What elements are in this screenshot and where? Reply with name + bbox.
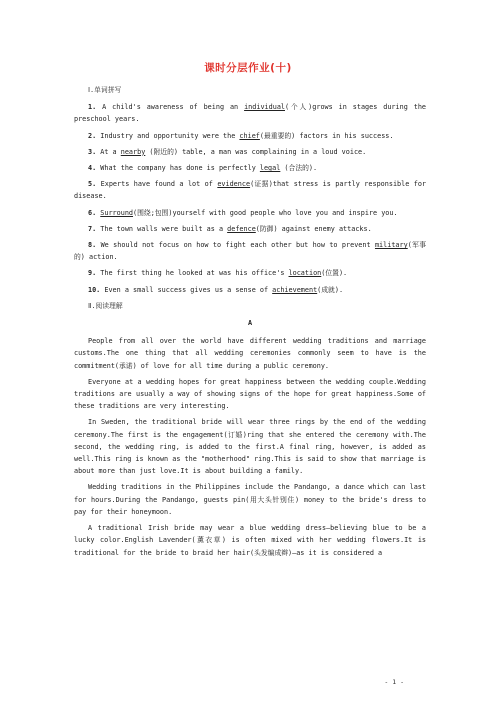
passage-paragraph: Everyone at a wedding hopes for great happiness between the wedding couple.Wedding traditions are usually a way of showing signs of the hope for great happiness.Some of these traditions are very interesting. (74, 377, 426, 411)
item-text-after: (位置). (321, 269, 348, 278)
page-number: - 1 - (384, 678, 404, 686)
document-body (74, 84, 426, 563)
answer-word: legal (259, 164, 281, 173)
section-heading-vocabulary: Ⅰ.单词拼写 (88, 86, 122, 94)
passage-paragraph: In Sweden, the traditional bride will wear three rings by the end of the wedding ceremony.The first is the engagement(订婚)ring that she entered the ceremony with.The second, the wedding ring, is added to the first.A final ring, however, is added as well.This ring is known as the "motherhood" ring.This is said to show that marriage is about more than just love.It is about building a family. (74, 418, 426, 476)
item-text-before: Even a small success gives us a sense of (104, 285, 273, 294)
item-text-after: (军事的) action. (74, 241, 427, 262)
item-text-before: The town walls were built as a (100, 224, 228, 233)
exercise-item (74, 101, 426, 125)
exercise-item (74, 130, 426, 142)
item-text-before: Industry and opportunity were the (100, 131, 240, 140)
passage-paragraph: Wedding traditions in the Philippines include the Pandango, a dance which can last for hours.During the Pandango, guests pin(用大头针别住) money to the bride's dress to pay for their honeymoon. (74, 483, 426, 516)
answer-word: location (288, 269, 322, 278)
answer-word: military (374, 241, 408, 250)
item-text-after: (最重要的) factors in his success. (259, 131, 394, 140)
item-text-after: (防御) against enemy attacks. (255, 224, 372, 233)
passage-label: A (247, 319, 253, 328)
exercise-item (74, 178, 426, 202)
item-text-after: (围绕;包围)yourself with good people who love you and inspire you. (133, 208, 398, 217)
exercise-item (74, 146, 426, 158)
exercise-item (74, 239, 426, 263)
item-text-before: We should not focus on how to fight each other but how to prevent (100, 241, 375, 250)
item-number: 10. (88, 285, 101, 294)
exercise-item (74, 207, 426, 219)
exercise-item (74, 284, 426, 296)
page-title: 课时分层作业(十) (204, 62, 292, 74)
exercise-item (74, 162, 426, 174)
passage-text (74, 335, 426, 558)
item-number: 2. (88, 131, 97, 140)
exercise-item (74, 223, 426, 235)
answer-word: Surround (100, 208, 134, 217)
answer-word: achievement (272, 285, 318, 294)
exercise-item (74, 267, 426, 279)
exercise-list (74, 101, 426, 296)
passage-paragraph: People from all over the world have different wedding traditions and marriage customs.The one thing that all wedding ceremonies commonly seem to have is the commitment(承诺) of love for all time during a public ceremony. (74, 337, 426, 370)
answer-word: evidence (217, 180, 251, 189)
passage-paragraph: A traditional Irish bride may wear a blue wedding dress—believing blue to be a lucky color.English Lavender(薰衣草) is often mixed with her wedding flowers.It is traditional for the bride to braid her hair(头发编成辫)—as it is considered a (74, 524, 426, 557)
item-text-before: At a (100, 147, 121, 156)
section-heading-reading: Ⅱ.阅读理解 (88, 301, 123, 310)
item-number: 7. (88, 224, 97, 233)
answer-word: chief (239, 131, 260, 140)
answer-word: defence (227, 224, 256, 233)
item-text-after: (成就). (317, 285, 344, 294)
item-text-before: Experts have found a lot of (100, 180, 218, 189)
item-text-before: What the company has done is perfectly (100, 164, 260, 173)
item-number: 6. (88, 208, 97, 217)
item-number: 1. (88, 103, 97, 112)
item-number: 8. (88, 241, 97, 250)
item-text-after: (附近的) table, a man was complaining in a loud voice. (145, 147, 367, 156)
item-number: 9. (88, 269, 97, 278)
item-text-before: A child's awareness of being an (102, 103, 245, 112)
item-text-after: (合法的). (280, 164, 318, 173)
answer-word: individual (244, 103, 285, 112)
item-number: 3. (88, 147, 97, 156)
item-text-after: (个人)grows in stages during the preschool years. (74, 103, 427, 124)
item-number: 4. (88, 164, 97, 173)
item-text-after: (证据)that stress is partly responsible for disease. (74, 180, 427, 201)
item-number: 5. (88, 180, 97, 189)
item-text-before: The first thing he looked at was his office's (100, 269, 289, 278)
answer-word: nearby (120, 147, 146, 156)
